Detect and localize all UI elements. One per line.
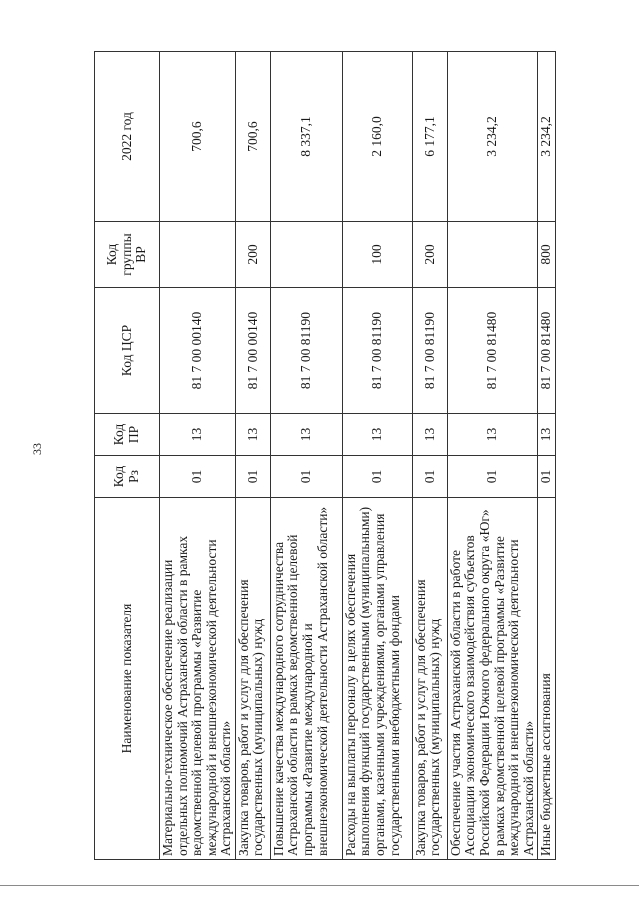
- table-row: [447, 52, 537, 860]
- cell-name: Материально-техническое обеспечение реализации отдельных полномочий Астраханской области в рамках ведомственной целевой программы «Развитие международной и внешнеэкономической деятельности Астраханской области»: [160, 498, 236, 860]
- cell-rz: 01: [538, 456, 556, 498]
- cell-pr: 13: [412, 414, 447, 456]
- cell-name: Иные бюджетные ассигнования: [538, 498, 556, 860]
- cell-name: Обеспечение участия Астраханской области в работе Ассоциации экономического взаимодействия субъектов Российской Федерации Южного федерального округа «Юг» в рамках ведомственной целевой программы «Развитие международной и внешнеэкономической деятельности Астраханской области»: [447, 498, 537, 860]
- table-row: [235, 52, 270, 860]
- header-name: Наименование показателя: [95, 498, 160, 860]
- cell-vr: 200: [412, 222, 447, 288]
- cell-name: Закупка товаров, работ и услуг для обеспечения государственных (муниципальных) нужд: [412, 498, 447, 860]
- header-csr: Код ЦСР: [95, 288, 160, 414]
- cell-pr: 13: [342, 414, 412, 456]
- cell-vr: 100: [342, 222, 412, 288]
- cell-name: Повышение качества международного сотрудничества Астраханской области в рамках ведомственной целевой программы «Развитие международной и внешнеэкономической деятельности Астраханской области»: [270, 498, 342, 860]
- cell-csr: 81 7 00 00140: [235, 288, 270, 414]
- cell-csr: 81 7 00 81190: [342, 288, 412, 414]
- cell-csr: 81 7 00 81480: [447, 288, 537, 414]
- cell-rz: 01: [160, 456, 236, 498]
- scan-edge-line: [0, 885, 639, 886]
- cell-value: 2 160,0: [342, 52, 412, 222]
- cell-value: 3 234,2: [538, 52, 556, 222]
- cell-pr: 13: [160, 414, 236, 456]
- rotated-table-container: [94, 52, 554, 860]
- cell-rz: 01: [270, 456, 342, 498]
- cell-rz: 01: [412, 456, 447, 498]
- cell-pr: 13: [235, 414, 270, 456]
- cell-vr: 800: [538, 222, 556, 288]
- cell-pr: 13: [538, 414, 556, 456]
- header-pr: Код ПР: [95, 414, 160, 456]
- cell-vr: 200: [235, 222, 270, 288]
- table-row: [342, 52, 412, 860]
- table-row: [412, 52, 447, 860]
- header-rz: Код Рз: [95, 456, 160, 498]
- cell-value: 700,6: [160, 52, 236, 222]
- table-row: [160, 52, 236, 860]
- cell-csr: 81 7 00 81190: [270, 288, 342, 414]
- cell-value: 3 234,2: [447, 52, 537, 222]
- cell-csr: 81 7 00 00140: [160, 288, 236, 414]
- cell-csr: 81 7 00 81190: [412, 288, 447, 414]
- cell-pr: 13: [447, 414, 537, 456]
- cell-pr: 13: [270, 414, 342, 456]
- cell-value: 8 337,1: [270, 52, 342, 222]
- cell-name: Расходы на выплаты персоналу в целях обеспечения выполнения функций государственными (муниципальными) органами, казенными учреждениями, органами управления государственными внебюджетными фондами: [342, 498, 412, 860]
- cell-rz: 01: [235, 456, 270, 498]
- page-number: 33: [30, 443, 44, 455]
- table-row: [538, 52, 556, 860]
- header-vr: Код группы ВР: [95, 222, 160, 288]
- cell-csr: 81 7 00 81480: [538, 288, 556, 414]
- cell-vr: [447, 222, 537, 288]
- table-header-row: [95, 52, 160, 860]
- cell-rz: 01: [447, 456, 537, 498]
- cell-name: Закупка товаров, работ и услуг для обеспечения государственных (муниципальных) нужд: [235, 498, 270, 860]
- cell-vr: [160, 222, 236, 288]
- header-year: 2022 год: [95, 52, 160, 222]
- cell-rz: 01: [342, 456, 412, 498]
- table-row: [270, 52, 342, 860]
- cell-value: 6 177,1: [412, 52, 447, 222]
- cell-vr: [270, 222, 342, 288]
- cell-value: 700,6: [235, 52, 270, 222]
- budget-table: [94, 51, 556, 860]
